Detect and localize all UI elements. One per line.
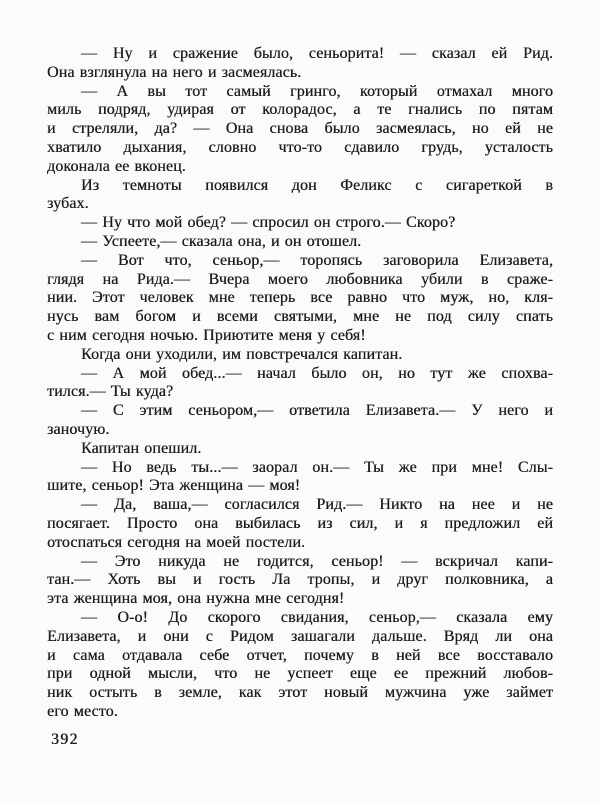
text-line: глядя на Рида.— Вчера моего любовника убили в сраже-	[47, 270, 553, 288]
text-line: эта женщина моя, она нужна мне сегодня!	[47, 590, 345, 608]
text-line: Из темноты появился дон Феликс с сигареткой в	[81, 176, 553, 194]
text-line: — Ну и сражение было, сеньорита! — сказал ей Рид.	[81, 45, 553, 62]
text-line: и сама отдавала себе отчет, почему в ней все восставало	[47, 646, 553, 664]
text-line: доконала ее вконец.	[47, 157, 186, 175]
text-line: — С этим сеньором,— ответила Елизавета.— У него и	[81, 402, 553, 420]
text-line: Елизавета, и они с Ридом зашагали дальше. Вряд ли она	[47, 627, 553, 645]
text-line: — О-о! До скорого свидания, сеньор,— сказала ему	[81, 608, 553, 626]
text-line: отоспаться сегодня на моей постели.	[47, 533, 306, 551]
text-line: и стреляли, да? — Она снова было засмеялась, но ей не	[47, 120, 553, 138]
text-line: — Вот что, сеньор,— торопясь заговорила Елизавета,	[81, 251, 553, 269]
text-line: миль подряд, удирая от колорадос, а те гнались по пятам	[47, 101, 553, 119]
text-line: зубах.	[47, 195, 89, 213]
text-line: — Да, ваша,— согласился Рид.— Никто на нее и не	[81, 496, 553, 514]
text-line: Она взглянула на него и засмеялась.	[47, 63, 302, 81]
text-line: — Успеете,— сказала она, и он отошел.	[81, 232, 362, 250]
text-line: тился.— Ты куда?	[47, 383, 174, 401]
page-number-folio: 392	[51, 731, 79, 748]
text-line: тан.— Хоть вы и гость Ла тропы, и друг полковника, а	[47, 571, 553, 589]
text-block	[47, 45, 553, 722]
text-line: с ним сегодня ночью. Приютите меня у себя!	[47, 326, 366, 344]
text-line: хватило дыхания, словно что-то сдавило грудь, усталость	[47, 138, 553, 156]
text-line: — А мой обед...— начал было он, но тут же спохва-	[81, 364, 553, 382]
text-line: заночую.	[47, 420, 110, 438]
text-line: нусь вам богом и всеми святыми, мне не под силу спать	[47, 308, 553, 326]
text-line: посягает. Просто она выбилась из сил, и я предложил ей	[47, 514, 553, 532]
text-line: — А вы тот самый гринго, который отмахал много	[81, 82, 553, 100]
text-line: нии. Этот человек мне теперь все равно что муж, но, кля-	[47, 289, 553, 307]
text-line: его место.	[47, 702, 118, 720]
text-line: при одной мысли, что не успеет еще ее прежний любов-	[47, 665, 553, 683]
text-line: ник остыть в земле, как этот новый мужчина уже займет	[47, 684, 553, 702]
text-line: шите, сеньор! Эта женщина — моя!	[47, 477, 301, 495]
text-line: — Ну что мой обед? — спросил он строго.— Скоро?	[81, 214, 456, 232]
text-line: Когда они уходили, им повстречался капитан.	[81, 345, 403, 363]
text-line: Капитан опешил.	[81, 439, 202, 457]
text-line: — Но ведь ты...— заорал он.— Ты же при мне! Слы-	[81, 458, 553, 476]
text-line: — Это никуда не годится, сеньор! — вскричал капи-	[81, 552, 553, 570]
